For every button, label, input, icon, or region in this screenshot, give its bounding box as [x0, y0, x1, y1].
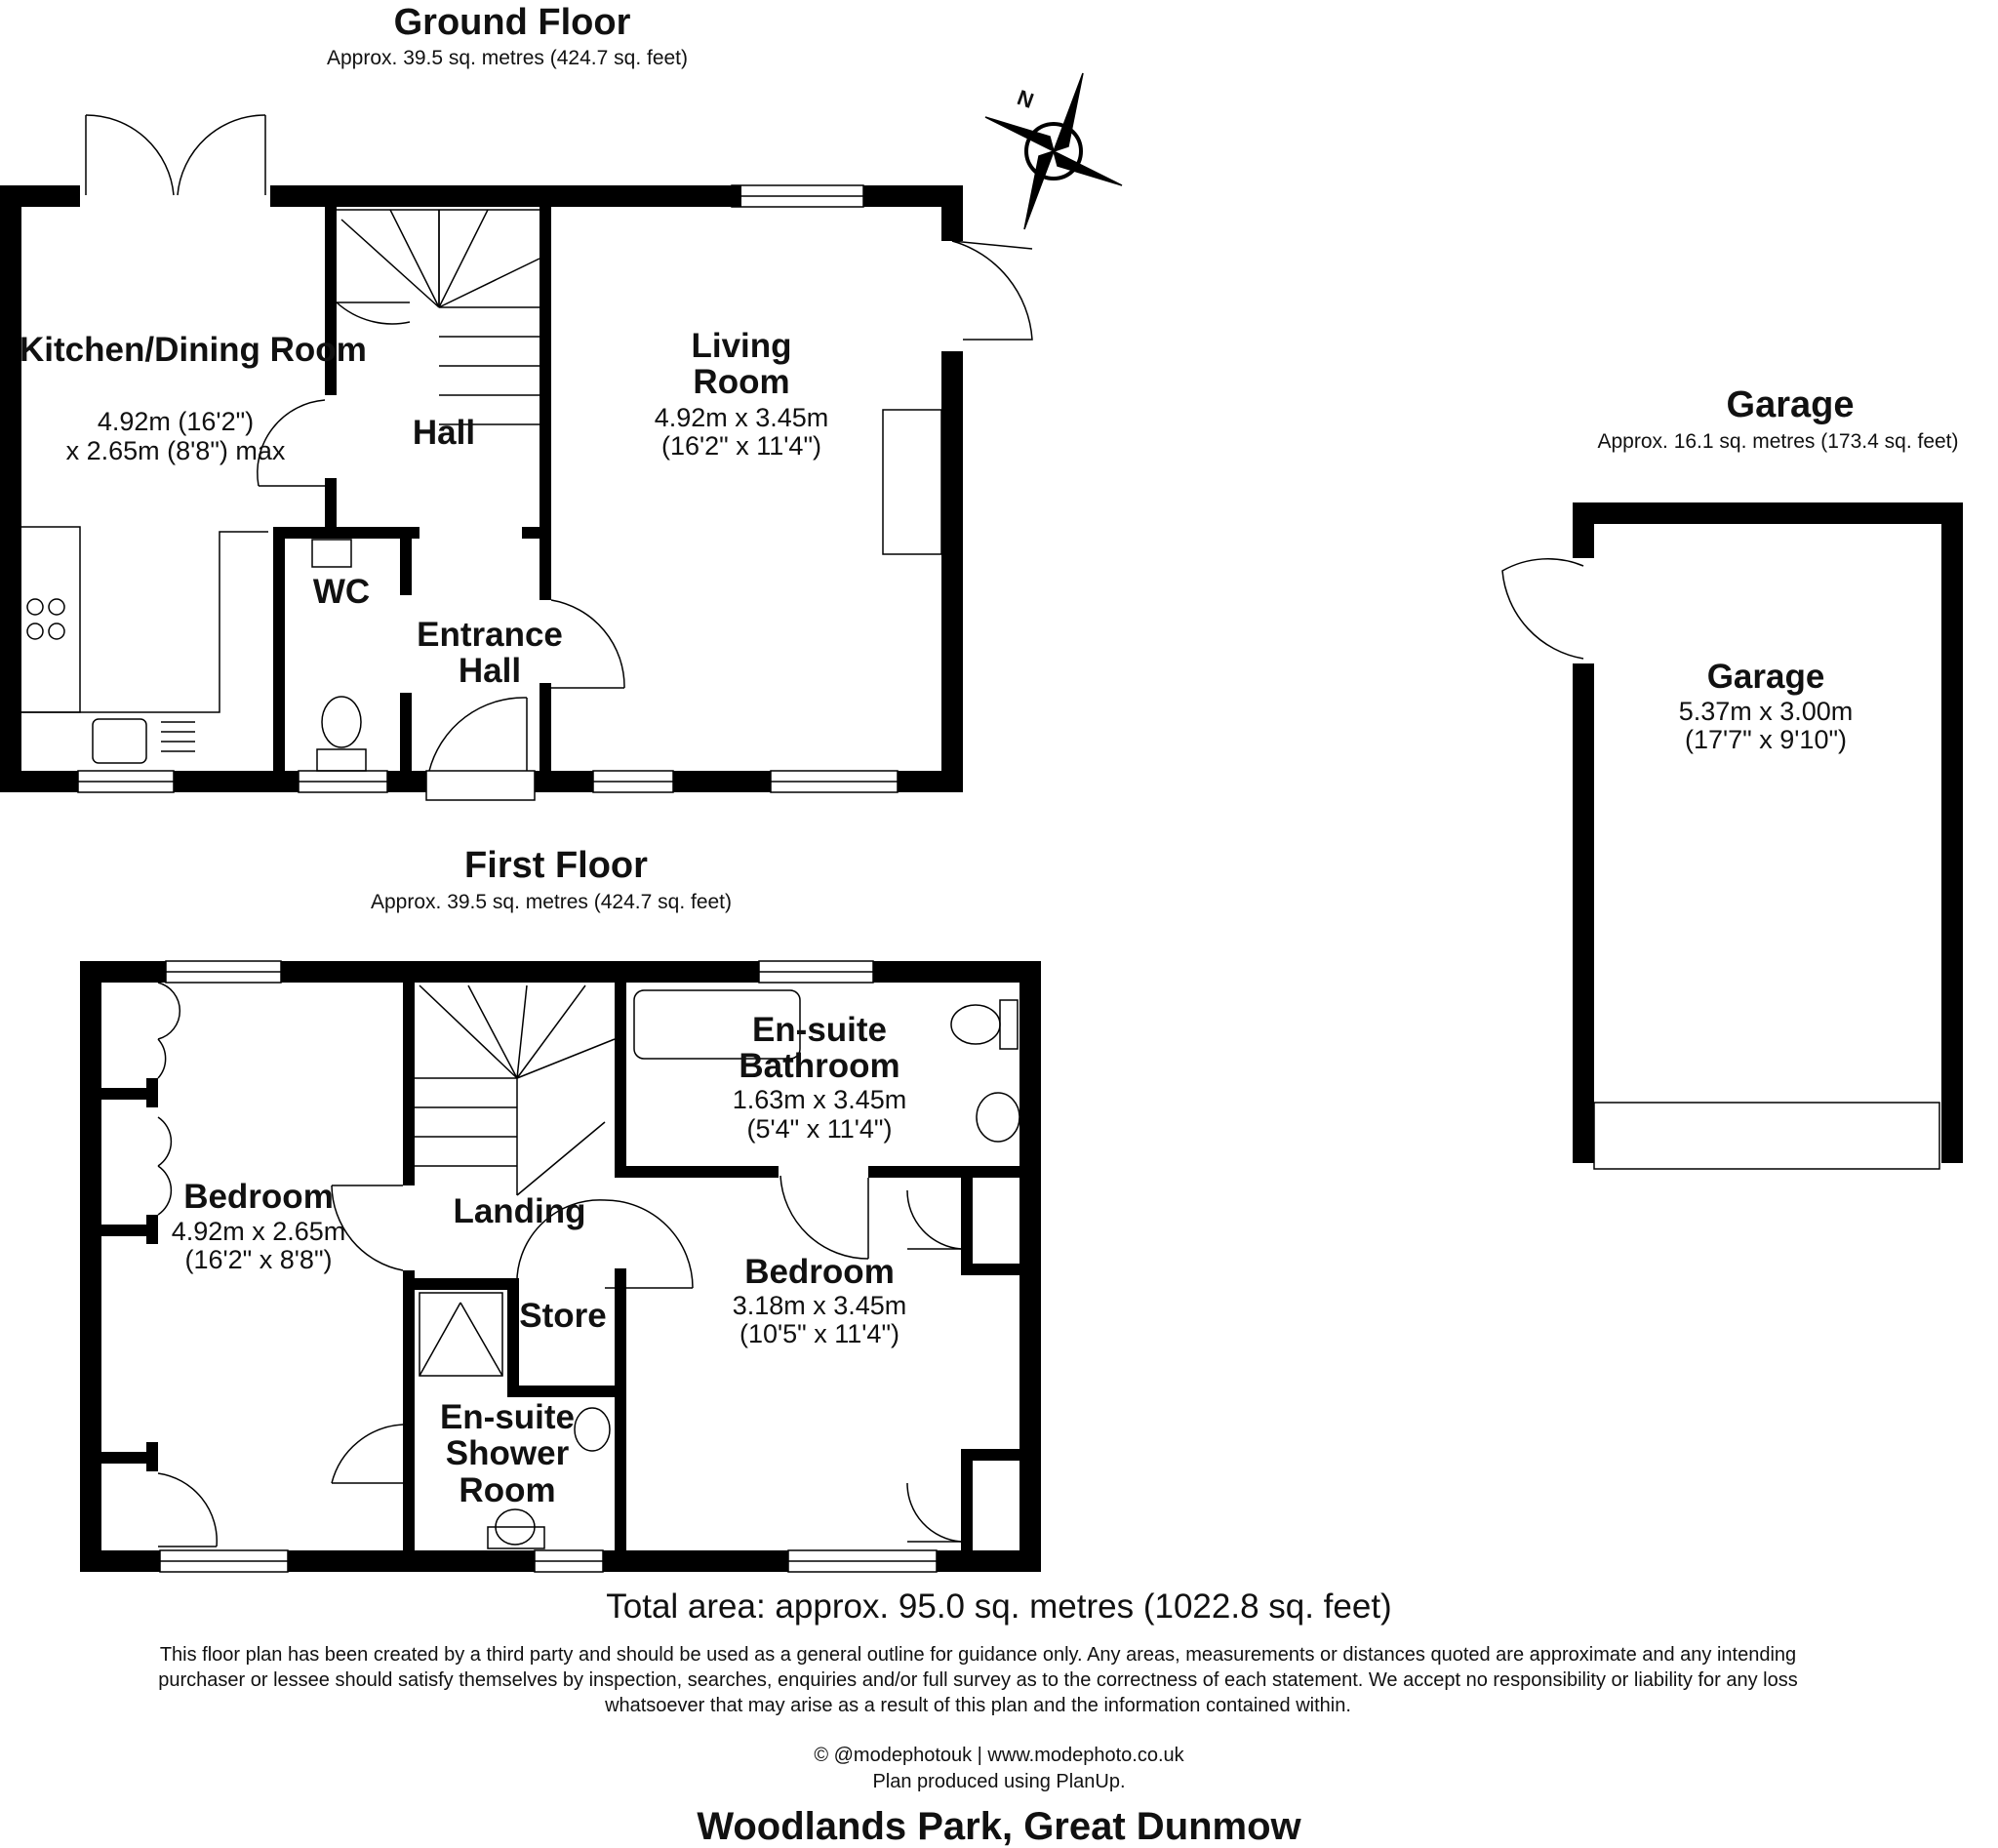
fixtures-and-doors	[21, 73, 1939, 1572]
first-floor-area: Approx. 39.5 sq. metres (424.7 sq. feet)	[370, 891, 733, 913]
room-name-kitchen: Kitchen/Dining Room	[20, 331, 367, 369]
room-name-entrance-hall: Entrance Hall	[417, 616, 563, 690]
room-dim-ensuite-bathroom-1: 1.63m x 3.45m	[732, 1085, 907, 1114]
credit-line-1: © @modephotouk | www.modephoto.co.uk	[814, 1745, 1184, 1766]
room-dim-ensuite-bathroom-2: (5'4" x 11'4")	[746, 1114, 893, 1144]
room-name-store: Store	[519, 1297, 607, 1335]
room-dim-bedroom-1-2: (16'2" x 8'8")	[184, 1245, 333, 1274]
total-area: Total area: approx. 95.0 sq. metres (1022.8 sq. feet)	[606, 1587, 1392, 1626]
room-name-bedroom-2: Bedroom	[744, 1253, 895, 1291]
room-name-garage: Garage	[1706, 658, 1825, 696]
room-name-ensuite-bathroom: En-suite Bathroom	[739, 1011, 900, 1085]
room-name-landing: Landing	[453, 1192, 586, 1230]
room-dim-kitchen-2: x 2.65m (8'8") max	[65, 436, 286, 465]
room-dim-garage-2: (17'7" x 9'10")	[1684, 725, 1848, 754]
room-name-wc: WC	[312, 573, 371, 611]
disclaimer: This floor plan has been created by a third party and should be used as a general outline for guidance only. Any areas, measurements or distances quoted are approximate and any intending purchaser or lessee should satisfy themselves by inspection, searches, enquiries and/or full survey as to the correctness of each statement. We accept no responsibility or liability for any loss whatsoever that may arise as a result of this plan and the information contained within.	[158, 1644, 1798, 1716]
room-dim-bedroom-2-2: (10'5" x 11'4")	[739, 1319, 900, 1348]
room-dim-bedroom-2-1: 3.18m x 3.45m	[732, 1291, 907, 1320]
garage-area: Approx. 16.1 sq. metres (173.4 sq. feet)	[1597, 430, 1959, 453]
property-address: Woodlands Park, Great Dunmow	[697, 1805, 1301, 1848]
room-dim-living-2: (16'2" x 11'4")	[660, 431, 822, 461]
room-dim-garage-1: 5.37m x 3.00m	[1678, 697, 1854, 726]
ground-floor-area: Approx. 39.5 sq. metres (424.7 sq. feet)	[326, 47, 689, 69]
room-dim-bedroom-1-1: 4.92m x 2.65m	[171, 1217, 346, 1246]
room-name-bedroom-1: Bedroom	[183, 1178, 334, 1216]
garage-title: Garage	[1726, 384, 1855, 425]
room-name-hall: Hall	[412, 414, 476, 452]
room-dim-kitchen-1: 4.92m (16'2")	[97, 407, 255, 436]
ground-floor-title: Ground Floor	[393, 2, 631, 43]
room-name-ensuite-shower: En-suite Shower Room	[439, 1398, 576, 1509]
north-label: N	[1014, 85, 1037, 113]
room-name-living: Living Room	[691, 327, 792, 401]
first-floor-title: First Floor	[464, 845, 648, 886]
room-dim-living-1: 4.92m x 3.45m	[654, 403, 829, 432]
credit-line-2: Plan produced using PlanUp.	[872, 1771, 1126, 1792]
